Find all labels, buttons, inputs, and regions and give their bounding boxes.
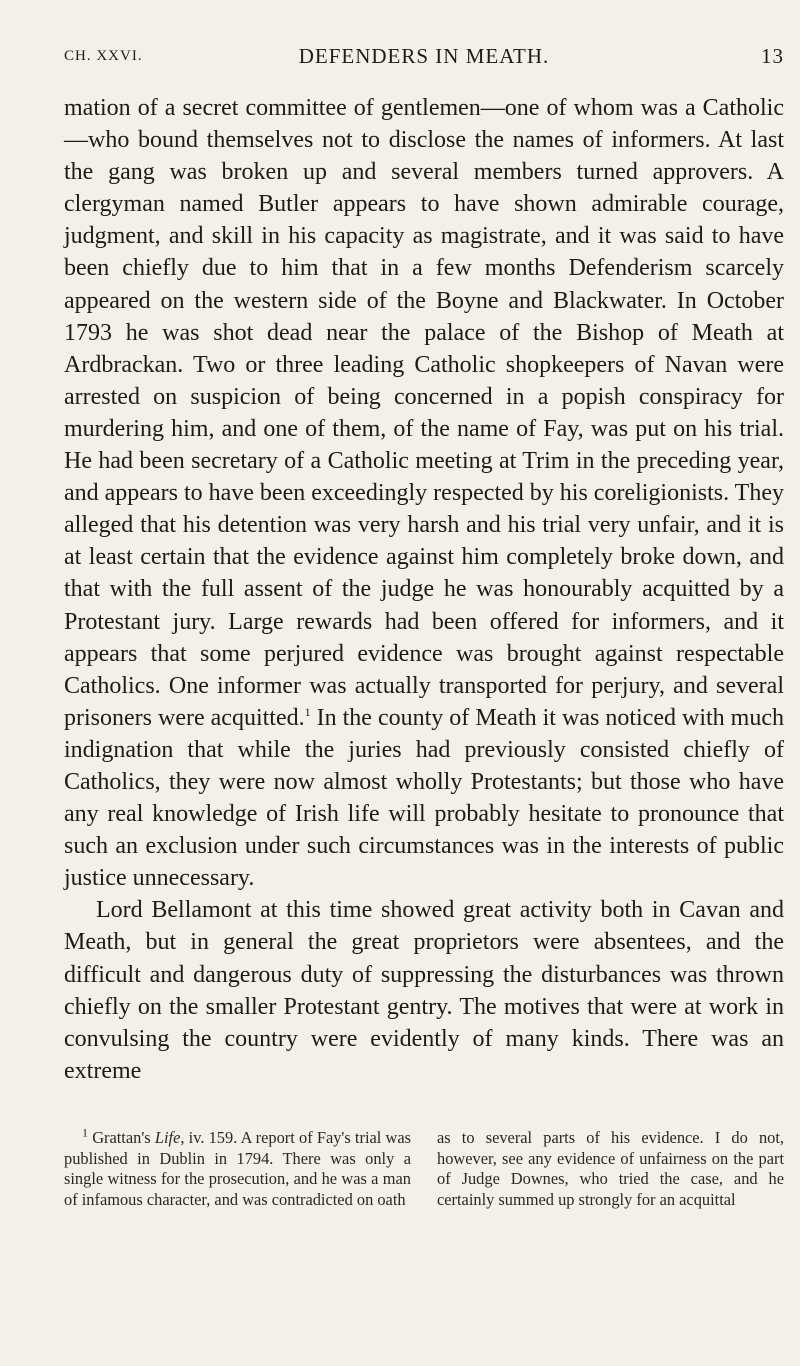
footnotes (64, 1125, 784, 1210)
page-title: DEFENDERS IN MEATH. (298, 44, 550, 68)
footnote-work-title: Life (154, 1128, 181, 1147)
footnote-marker: 1 (82, 1125, 88, 1140)
paragraph-1-part-b: In the county of Meath it was noticed with much indignation that while the juries had previously consisted chiefly of Catholics, they were now almost wholly Protestants; but those who have any real knowledge of Irish life will probably hesitate to pronounce that such an exclusion under such circumstances was in the interests of public justice unnecessary. (64, 704, 784, 892)
footnote-author: Grattan's (92, 1128, 155, 1147)
paragraph-1-part-a: mation of a secret committee of gentlemen—one of whom was a Catholic—who bound themselves not to disclose the names of informers. At last the gang was broken up and several members turned approvers. A clergyman named Butler appears to have shown admirable courage, judgment, and skill in his capacity as magistrate, and it was said to have been chiefly due to him that in a few months Defenderism scarcely appeared on the western side of the Boyne and Blackwater. In October 1793 he was shot dead near the palace of the Bishop of Meath at Ardbrackan. Two or three leading Catholic shopkeepers of Navan were arrested on suspicion of being concerned in a popish conspiracy for murdering him, and one of them, of the name of Fay, was put on his trial. He had been secretary of a Catholic meeting at Trim in the preceding year, and appears to have been exceedingly respected by his coreligionists. They alleged that his detention was very harsh and his trial very unfair, and it is at least certain that the evidence against him completely broke down, and that with the full assent of the judge he was honourably acquitted by a Protestant jury. Large rewards had been offered for informers, and it appears that some perjured evidence was brought against respectable Catholics. One informer was actually transported for perjury, and several prisoners were acquitted. (64, 95, 784, 731)
footnote-right-column: as to several parts of his evidence. I do not, however, see any evidence of unfairness on the part of Judge Downes, who tried the case, and he certainly summed up strongly for an acquittal (437, 1128, 784, 1209)
body-text (64, 92, 784, 1087)
chapter-label: CH. XXVI. (64, 48, 143, 64)
paragraph-1 (64, 92, 784, 894)
footnote-left-text: , iv. 159. A report of Fay's trial was published in Dublin in 1794. There was only a single witness for the prosecution, and he was a man of infamous character, and was contradicted on oath (64, 1128, 411, 1209)
footnote-reference: 1 (304, 704, 311, 719)
footnote-left-column (64, 1125, 411, 1210)
paragraph-2: Lord Bellamont at this time showed great activity both in Cavan and Meath, but in general the great proprietors were absentees, and the difficult and dangerous duty of suppressing the disturbances was thrown chiefly on the smaller Protestant gentry. The motives that were at work in convulsing the country were evidently of many kinds. There was an extreme (64, 897, 784, 1084)
page-number: 13 (761, 44, 784, 68)
running-head (64, 44, 784, 74)
